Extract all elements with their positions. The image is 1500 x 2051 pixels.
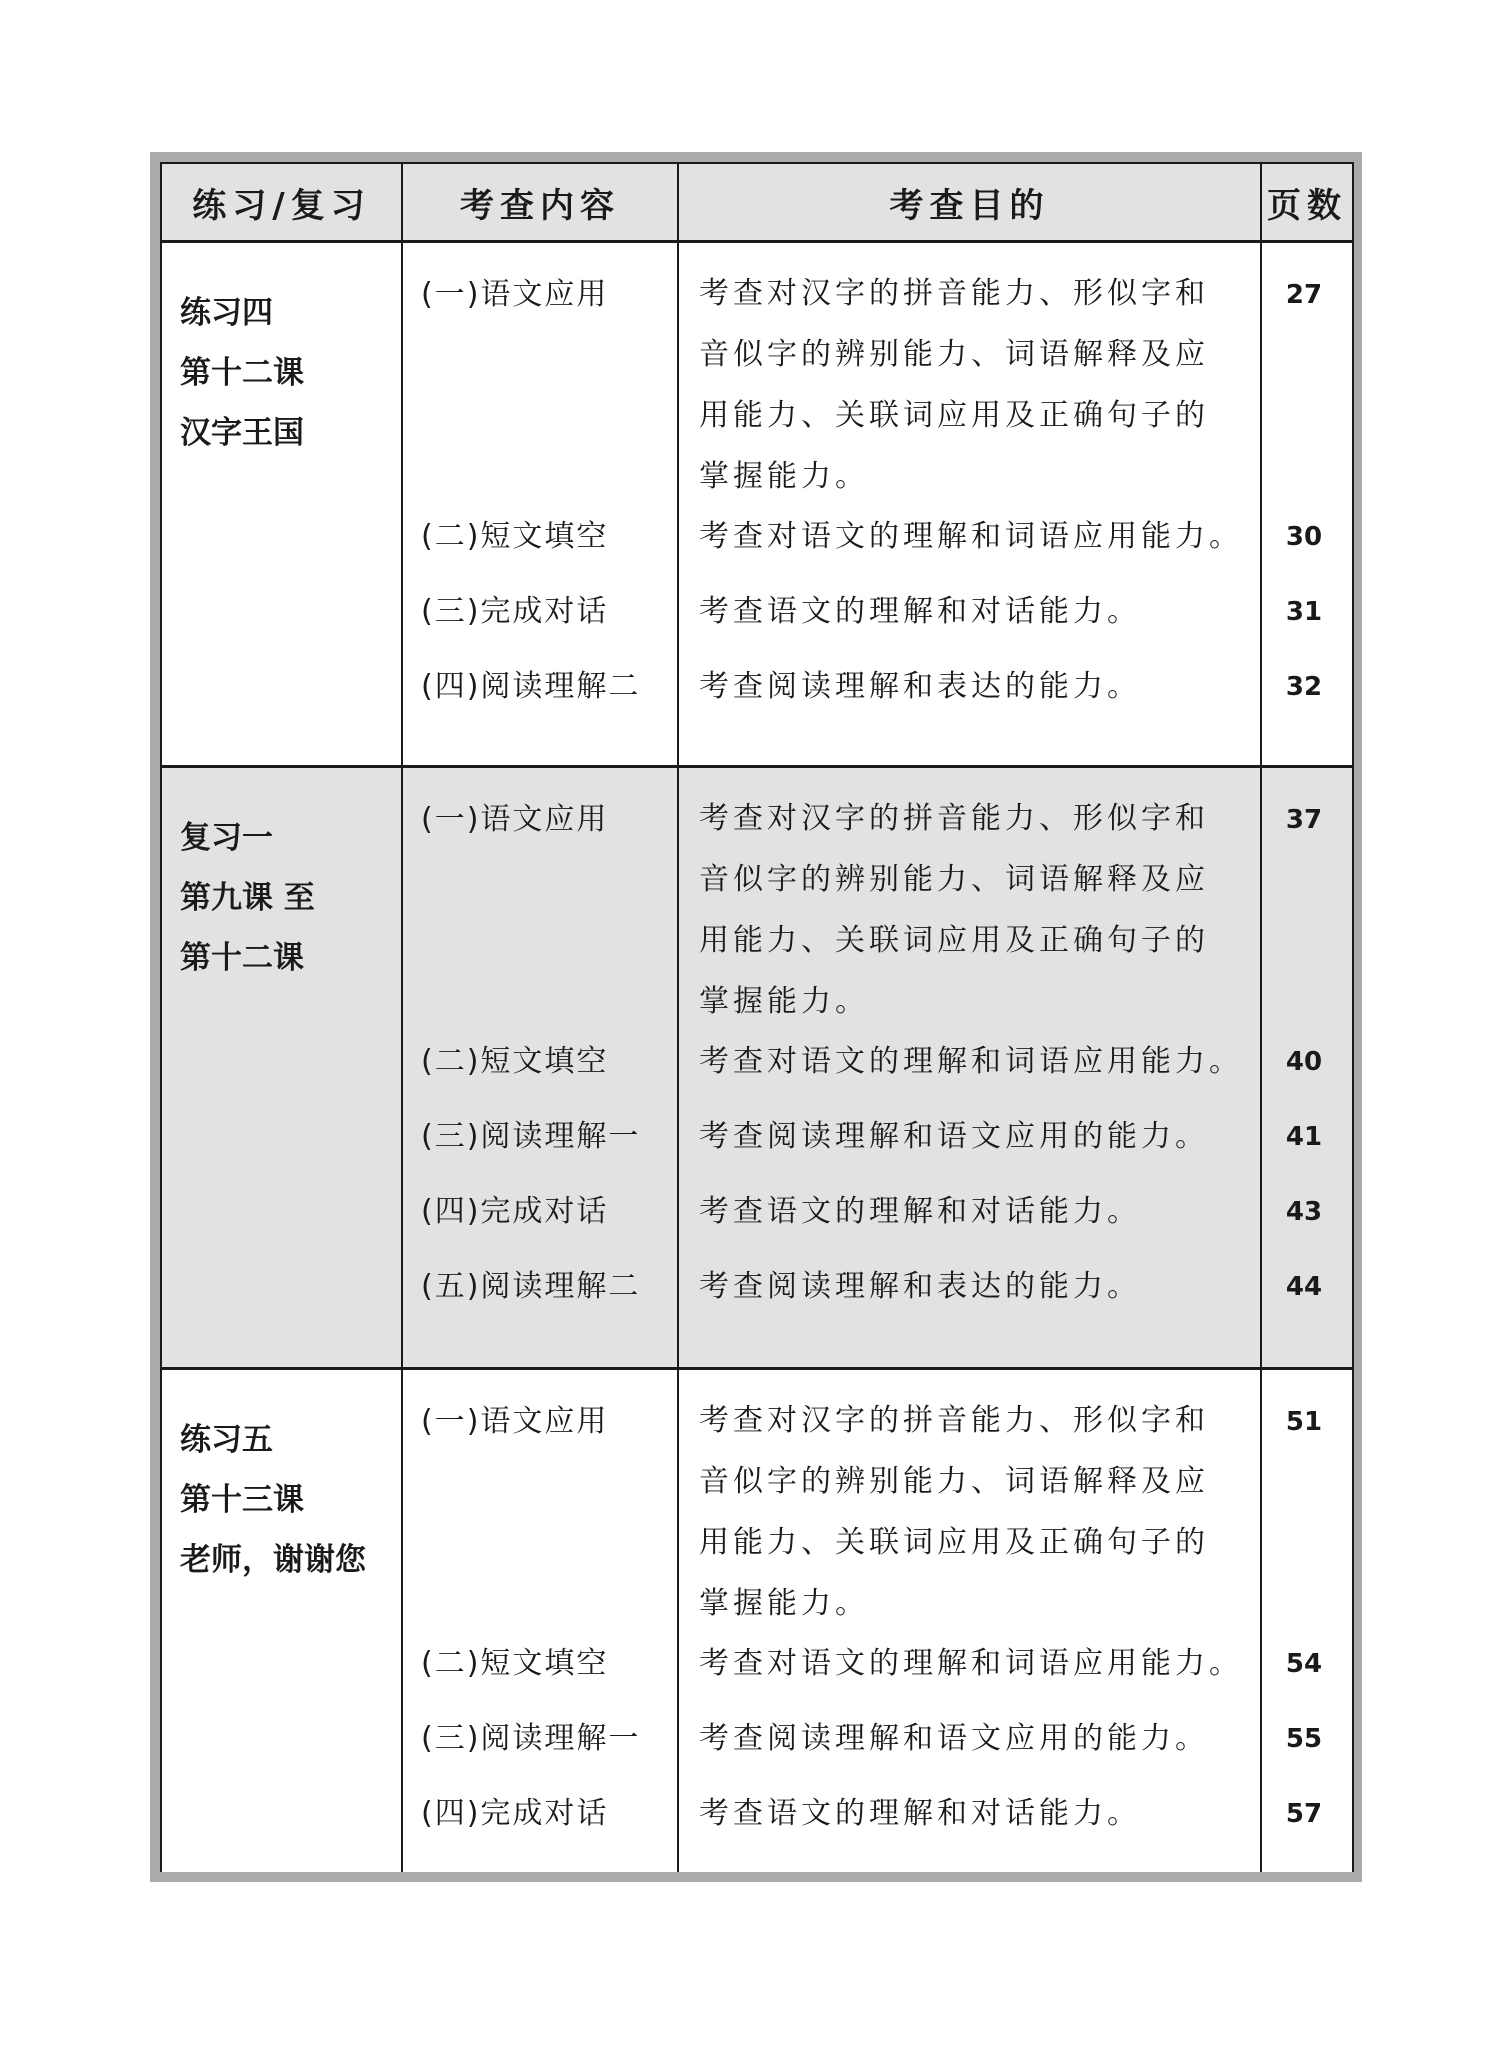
content-item: (一)语文应用 <box>421 277 609 312</box>
lesson-line: 复习一 <box>180 819 273 856</box>
page-number: 27 <box>1285 280 1323 310</box>
page-number: 31 <box>1285 597 1323 627</box>
page-number: 32 <box>1285 672 1323 702</box>
purpose-item: 考查对语文的理解和词语应用能力。 <box>699 519 1243 554</box>
content-cell <box>402 242 678 767</box>
page-cell <box>1261 766 1353 1369</box>
content-item: (四)完成对话 <box>421 1193 609 1229</box>
page-number: 41 <box>1285 1121 1323 1152</box>
lesson-cell <box>161 766 402 1369</box>
content-item: (二)短文填空 <box>421 519 609 554</box>
purpose-cell <box>678 1369 1261 1872</box>
lesson-line: 练习五 <box>180 1422 273 1459</box>
content-item: (三)完成对话 <box>421 594 609 629</box>
lesson-line: 第十三课 <box>180 1482 304 1519</box>
content-item: (二)短文填空 <box>421 1043 609 1079</box>
purpose-item: 考查阅读理解和语文应用的能力。 <box>699 1118 1209 1154</box>
page-number: 40 <box>1285 1046 1323 1077</box>
header-page: 页数 <box>1261 163 1353 242</box>
lesson-cell <box>161 1369 402 1872</box>
content-item: (一)语文应用 <box>421 801 609 837</box>
content-item: (二)短文填空 <box>421 1646 609 1682</box>
purpose-cell <box>678 766 1261 1369</box>
content-item: (四)完成对话 <box>421 1796 609 1832</box>
lesson-line: 汉字王国 <box>180 415 304 451</box>
content-item: (三)阅读理解一 <box>421 1721 641 1757</box>
content-item: (一)语文应用 <box>421 1404 609 1440</box>
content-cell <box>402 1369 678 1872</box>
purpose-item: 考查语文的理解和对话能力。 <box>699 1796 1141 1832</box>
content-table-frame <box>150 152 1362 1882</box>
purpose-item: 考查对汉字的拼音能力、形似字和音似字的辨别能力、词语解释及应用能力、关联词应用及正确句子的掌握能力。 <box>699 1403 1209 1622</box>
content-item: (四)阅读理解二 <box>421 669 641 704</box>
page-number: 54 <box>1285 1649 1323 1680</box>
purpose-item: 考查语文的理解和对话能力。 <box>699 594 1141 629</box>
lesson-line: 第九课 至 <box>180 879 315 916</box>
purpose-item: 考查语文的理解和对话能力。 <box>699 1193 1141 1229</box>
page-number: 37 <box>1285 804 1323 835</box>
lesson-line: 第十二课 <box>180 355 304 391</box>
group-exercise-5 <box>161 1369 1353 1872</box>
header-purpose: 考查目的 <box>678 163 1261 242</box>
purpose-item: 考查阅读理解和表达的能力。 <box>699 1268 1141 1304</box>
page-number: 55 <box>1285 1724 1323 1755</box>
purpose-cell <box>678 242 1261 767</box>
purpose-item: 考查阅读理解和语文应用的能力。 <box>699 1721 1209 1757</box>
table-header-row <box>161 163 1353 242</box>
exercise-table <box>160 162 1354 1872</box>
page-number: 57 <box>1285 1799 1323 1830</box>
lesson-line: 第十二课 <box>180 939 304 976</box>
header-content: 考查内容 <box>402 163 678 242</box>
page-number: 30 <box>1285 522 1323 552</box>
lesson-line: 老师，谢谢您 <box>180 1542 366 1579</box>
header-exercise-review: 练习/复习 <box>161 163 402 242</box>
page-number: 51 <box>1285 1407 1323 1438</box>
purpose-item: 考查阅读理解和表达的能力。 <box>699 669 1141 704</box>
purpose-item: 考查对语文的理解和词语应用能力。 <box>699 1646 1243 1682</box>
group-review-1 <box>161 766 1353 1369</box>
lesson-line: 练习四 <box>180 295 273 331</box>
content-item: (三)阅读理解一 <box>421 1118 641 1154</box>
page-number: 44 <box>1285 1271 1323 1302</box>
lesson-cell <box>161 242 402 767</box>
content-item: (五)阅读理解二 <box>421 1268 641 1304</box>
group-exercise-4 <box>161 242 1353 767</box>
purpose-item: 考查对汉字的拼音能力、形似字和音似字的辨别能力、词语解释及应用能力、关联词应用及正确句子的掌握能力。 <box>699 276 1209 494</box>
content-cell <box>402 766 678 1369</box>
page-cell <box>1261 1369 1353 1872</box>
purpose-item: 考查对语文的理解和词语应用能力。 <box>699 1043 1243 1079</box>
page-cell <box>1261 242 1353 767</box>
page-number: 43 <box>1285 1196 1323 1227</box>
purpose-item: 考查对汉字的拼音能力、形似字和音似字的辨别能力、词语解释及应用能力、关联词应用及正确句子的掌握能力。 <box>699 800 1209 1019</box>
